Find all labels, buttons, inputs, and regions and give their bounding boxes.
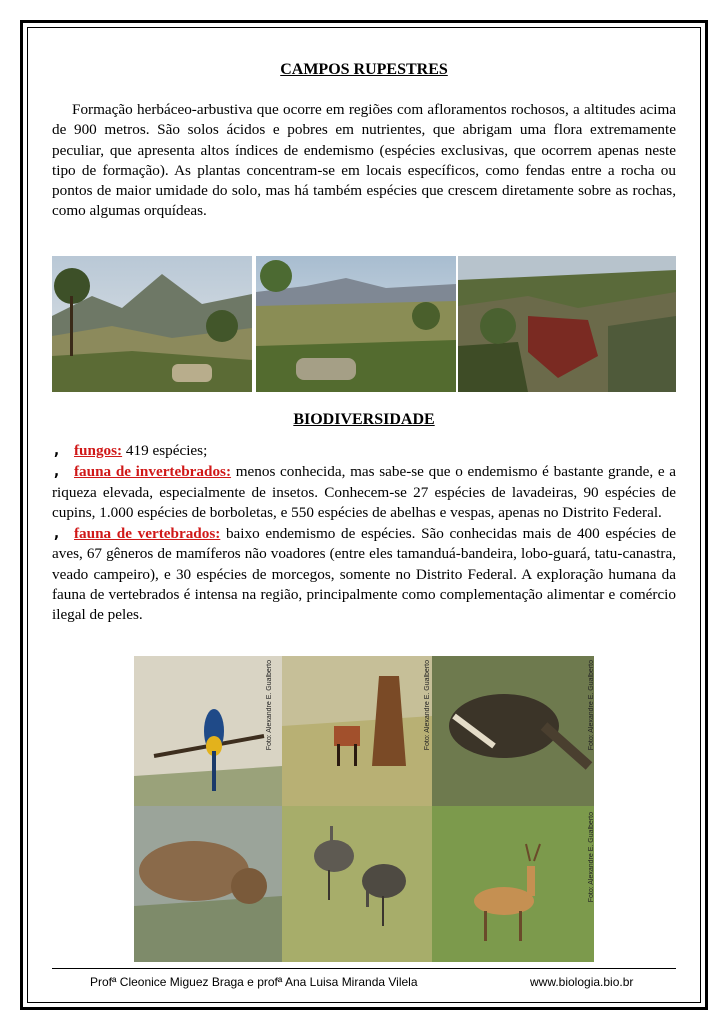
list-bullet: , bbox=[52, 462, 62, 481]
list-item bbox=[52, 440, 676, 461]
item-label-fungos: fungos: bbox=[74, 442, 123, 459]
item-text: 419 espécies; bbox=[122, 442, 208, 459]
photo-credit: Foto: Alexandre E. Gualberto bbox=[266, 660, 273, 751]
list-bullet: , bbox=[52, 441, 62, 459]
item-text: baixo endemismo de espécies. São conhecidas mais de 400 espécies de aves, 67 gêneros de mamíferos não voadores (entre eles tamanduá-bandeira, lobo-guará, tatu-canastra, veado campeiro), e 30 espécies de morcegos, somente no Distrito Federal. A exploração humana da fauna de vertebrados é intensa na região, principalmente como complementação alimentar e comércio ilegal de peles. bbox=[52, 525, 676, 624]
intro-paragraph-text: Formação herbáceo-arbustiva que ocorre em regiões com afloramentos rochosos, a altitudes acima de 900 metros. São solos ácidos e pobres em nutrientes, que abrigam uma flora extremamente peculiar, que apresenta altos índices de endemismo (espécies exclusivas, que ocorrem apenas neste tipo de formação). As plantas concentram-se em locais específicos, como fendas entre a rocha ou pontos de maior umidade do solo, mas há também espécies que crescem diretamente sobre as rochas, como algumas orquídeas. bbox=[52, 101, 676, 220]
list-bullet: , bbox=[52, 524, 62, 543]
photo-credit: Foto: Alexandre E. Gualberto bbox=[424, 660, 431, 751]
fauna-collage bbox=[134, 656, 594, 962]
item-label-vertebrados: fauna de vertebrados: bbox=[74, 525, 221, 543]
footer-website-link[interactable]: www.biologia.bio.br bbox=[530, 975, 634, 989]
biodiversity-list bbox=[52, 440, 676, 626]
photo-credit: Foto: Alexandre E. Gualberto bbox=[588, 660, 595, 751]
landscape-photo-2 bbox=[256, 256, 456, 392]
footer-authors: Profª Cleonice Miguez Braga e profª Ana Luisa Miranda Vilela bbox=[90, 975, 418, 989]
landscape-photo-1 bbox=[52, 256, 252, 392]
list-item bbox=[52, 523, 676, 625]
intro-paragraph bbox=[52, 100, 676, 222]
photo-credit: Foto: Alexandre E. Gualberto bbox=[588, 812, 595, 903]
landscape-photo-3 bbox=[458, 256, 676, 392]
list-item bbox=[52, 461, 676, 523]
item-text: menos conhecida, mas sabe-se que o endemismo é bastante grande, e a riqueza elevada, especialmente de insetos. Conhecem-se 27 espécies de lavadeiras, 90 espécies de cupins, 1.000 espécies de borboletas, e 550 espécies de abelhas e vespas, apenas no Distrito Federal. bbox=[52, 463, 677, 521]
section-title-biodiversidade: BIODIVERSIDADE bbox=[293, 411, 435, 428]
section-title-campos-rupestres: CAMPOS RUPESTRES bbox=[280, 61, 448, 78]
item-label-invertebrados: fauna de invertebrados: bbox=[74, 463, 232, 481]
footer-divider bbox=[52, 968, 676, 969]
